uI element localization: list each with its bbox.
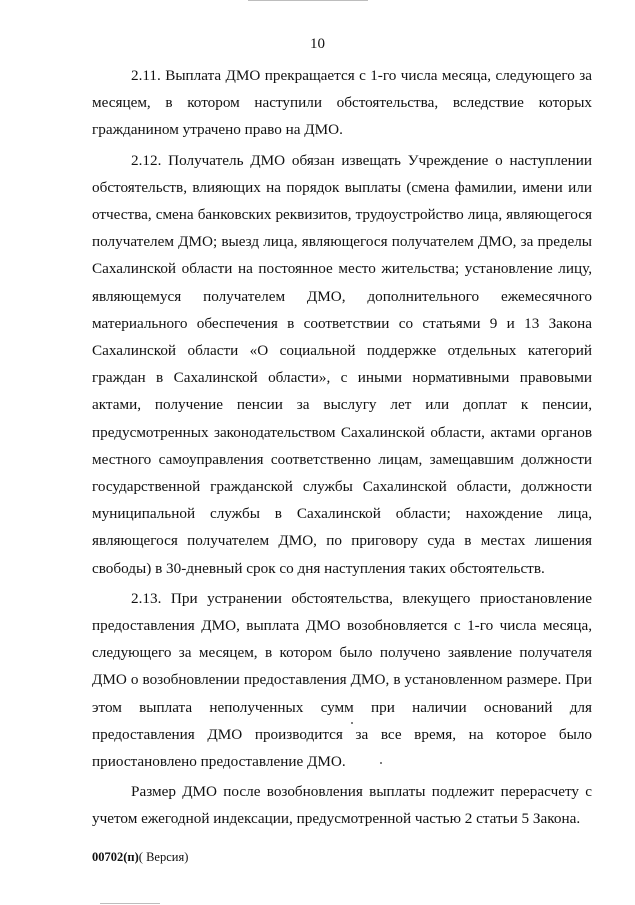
document-footer bbox=[92, 850, 188, 865]
document-version: ( Версия) bbox=[138, 850, 189, 864]
scan-artifact-bottom bbox=[100, 903, 160, 904]
document-body bbox=[92, 62, 592, 833]
document-code: 00702(п) bbox=[92, 850, 139, 864]
scan-speck bbox=[380, 762, 382, 764]
page-number: 10 bbox=[310, 36, 325, 52]
paragraph-2-13: 2.13. При устранении обстоятельства, влекущего приостановление предоставления ДМО, выплата ДМО возобновляется с 1-го числа месяца, следующего за месяцем, в котором было получено заявление получателя ДМО о возобновлении предоставления ДМО, в установленном размере. При этом выплата неполученных сумм при наличии оснований для предоставления ДМО производится за все время, на которое было приостановлено предоставление ДМО. bbox=[92, 589, 592, 771]
paragraph-recalculation: Размер ДМО после возобновления выплаты подлежит перерасчету с учетом ежегодной индексации, предусмотренной частью 2 статьи 5 Закона. bbox=[92, 783, 592, 828]
scan-artifact-top bbox=[248, 0, 368, 1]
paragraph-2-12: 2.12. Получатель ДМО обязан извещать Учреждение о наступлении обстоятельств, влияющих на порядок выплаты (смена фамилии, имени или отчества, смена банковских реквизитов, трудоустройство лица, являющегося получателем ДМО; выезд лица, являющегося получателем ДМО, за пределы Сахалинской области на постоянное место жительства; установление лицу, являющемуся получателем ДМО, дополнительного ежемесячного материального обеспечения в соответствии со статьями 9 и 13 Закона Сахалинской области «О социальной поддержке отдельных категорий граждан в Сахалинской области», с иными нормативными правовыми актами, получение пенсии за выслугу лет или доплат к пенсии, предусмотренных законодательством Сахалинской области, актами органов местного самоуправления соответственно лицам, замещавшим должности государственной гражданской службы Сахалинской области, должности муниципальной службы в Сахалинской области; нахождение лица, являющегося получателем ДМО, по приговору суда в местах лишения свободы) в 30-дневный срок со дня наступления таких обстоятельств. bbox=[92, 151, 592, 577]
scan-speck bbox=[351, 722, 353, 724]
paragraph-2-11: 2.11. Выплата ДМО прекращается с 1-го числа месяца, следующего за месяцем, в котором наступили обстоятельства, вследствие которых гражданином утрачено право на ДМО. bbox=[92, 67, 592, 139]
